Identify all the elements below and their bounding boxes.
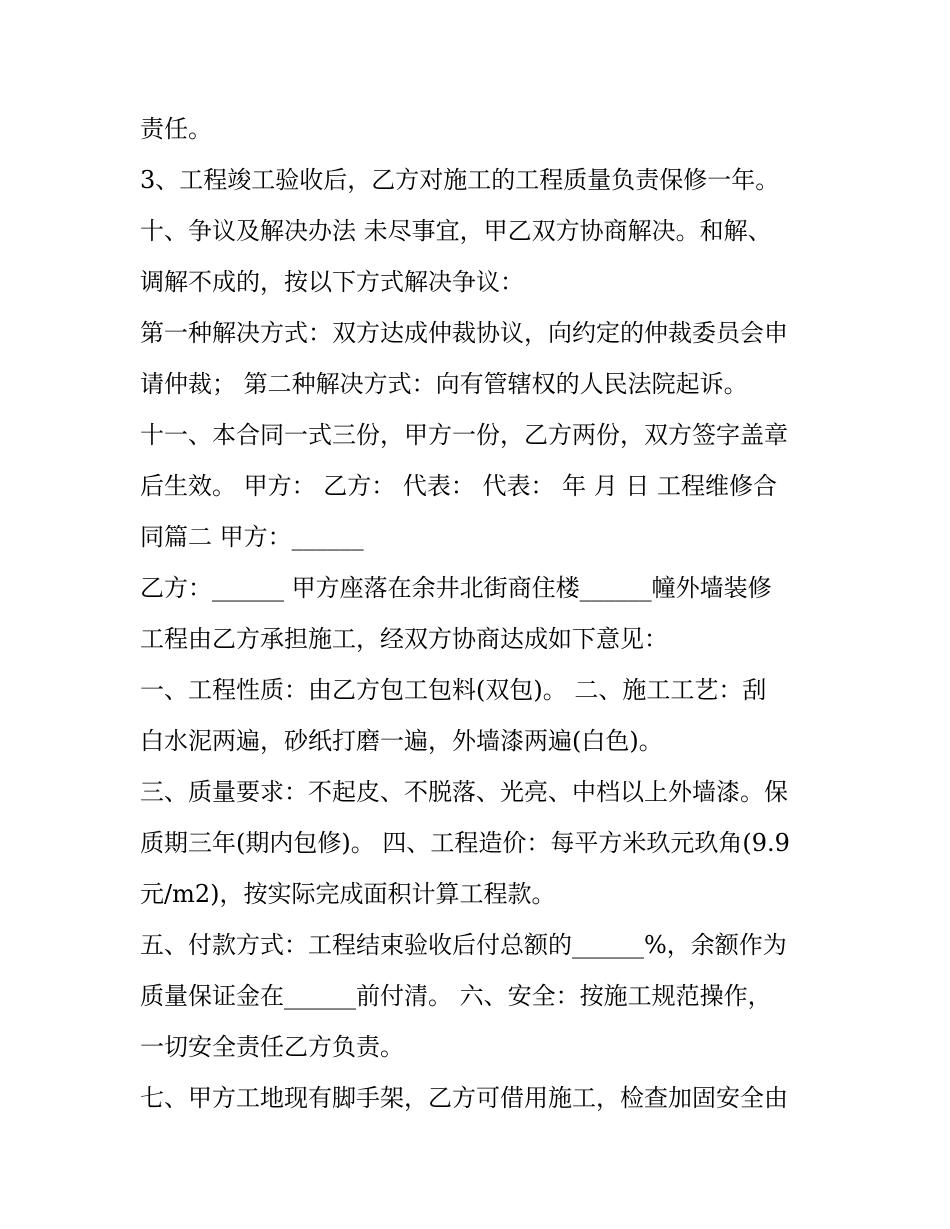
text-line: 七、甲方工地现有脚手架，乙方可借用施工，检查加固安全由 <box>140 1084 788 1112</box>
text-line: 白水泥两遍，砂纸打磨一遍，外墙漆两遍(白色)。 <box>140 727 663 755</box>
text-line: 五、付款方式：工程结束验收后付总额的______%，余额作为 <box>140 931 787 959</box>
text-line: 元/m2)，按实际完成面积计算工程款。 <box>140 880 556 908</box>
text-line: 十一、本合同一式三份，甲方一份，乙方两份，双方签字盖章 <box>140 421 788 449</box>
text-line: 3、工程竣工验收后，乙方对施工的工程质量负责保修一年。 <box>140 166 780 194</box>
text-line: 后生效。 甲方： 乙方： 代表： 代表： 年 月 日 工程维修合 <box>140 472 778 500</box>
text-line: 质期三年(期内包修)。 四、工程造价：每平方米玖元玖角(9.9 <box>140 829 790 857</box>
text-line: 三、质量要求：不起皮、不脱落、光亮、中档以上外墙漆。保 <box>140 778 788 806</box>
text-line: 十、争议及解决办法 未尽事宜，甲乙双方协商解决。和解、 <box>140 217 772 245</box>
text-line: 乙方：______ 甲方座落在余井北街商住楼______幢外墙装修 <box>140 574 772 602</box>
text-line: 调解不成的，按以下方式解决争议： <box>140 268 524 296</box>
text-line: 质量保证金在______前付清。 六、安全：按施工规范操作， <box>140 982 772 1010</box>
text-line: 一切安全责任乙方负责。 <box>140 1033 404 1061</box>
text-line: 工程由乙方承担施工，经双方协商达成如下意见： <box>140 625 668 653</box>
text-line: 责任。 <box>140 115 212 143</box>
text-line: 请仲裁； 第二种解决方式：向有管辖权的人民法院起诉。 <box>140 370 748 398</box>
text-line: 第一种解决方式：双方达成仲裁协议，向约定的仲裁委员会申 <box>140 319 788 347</box>
text-line: 一、工程性质：由乙方包工包料(双包)。 二、施工工艺：刮 <box>140 676 767 704</box>
text-line: 同篇二 甲方：______ <box>140 523 364 551</box>
